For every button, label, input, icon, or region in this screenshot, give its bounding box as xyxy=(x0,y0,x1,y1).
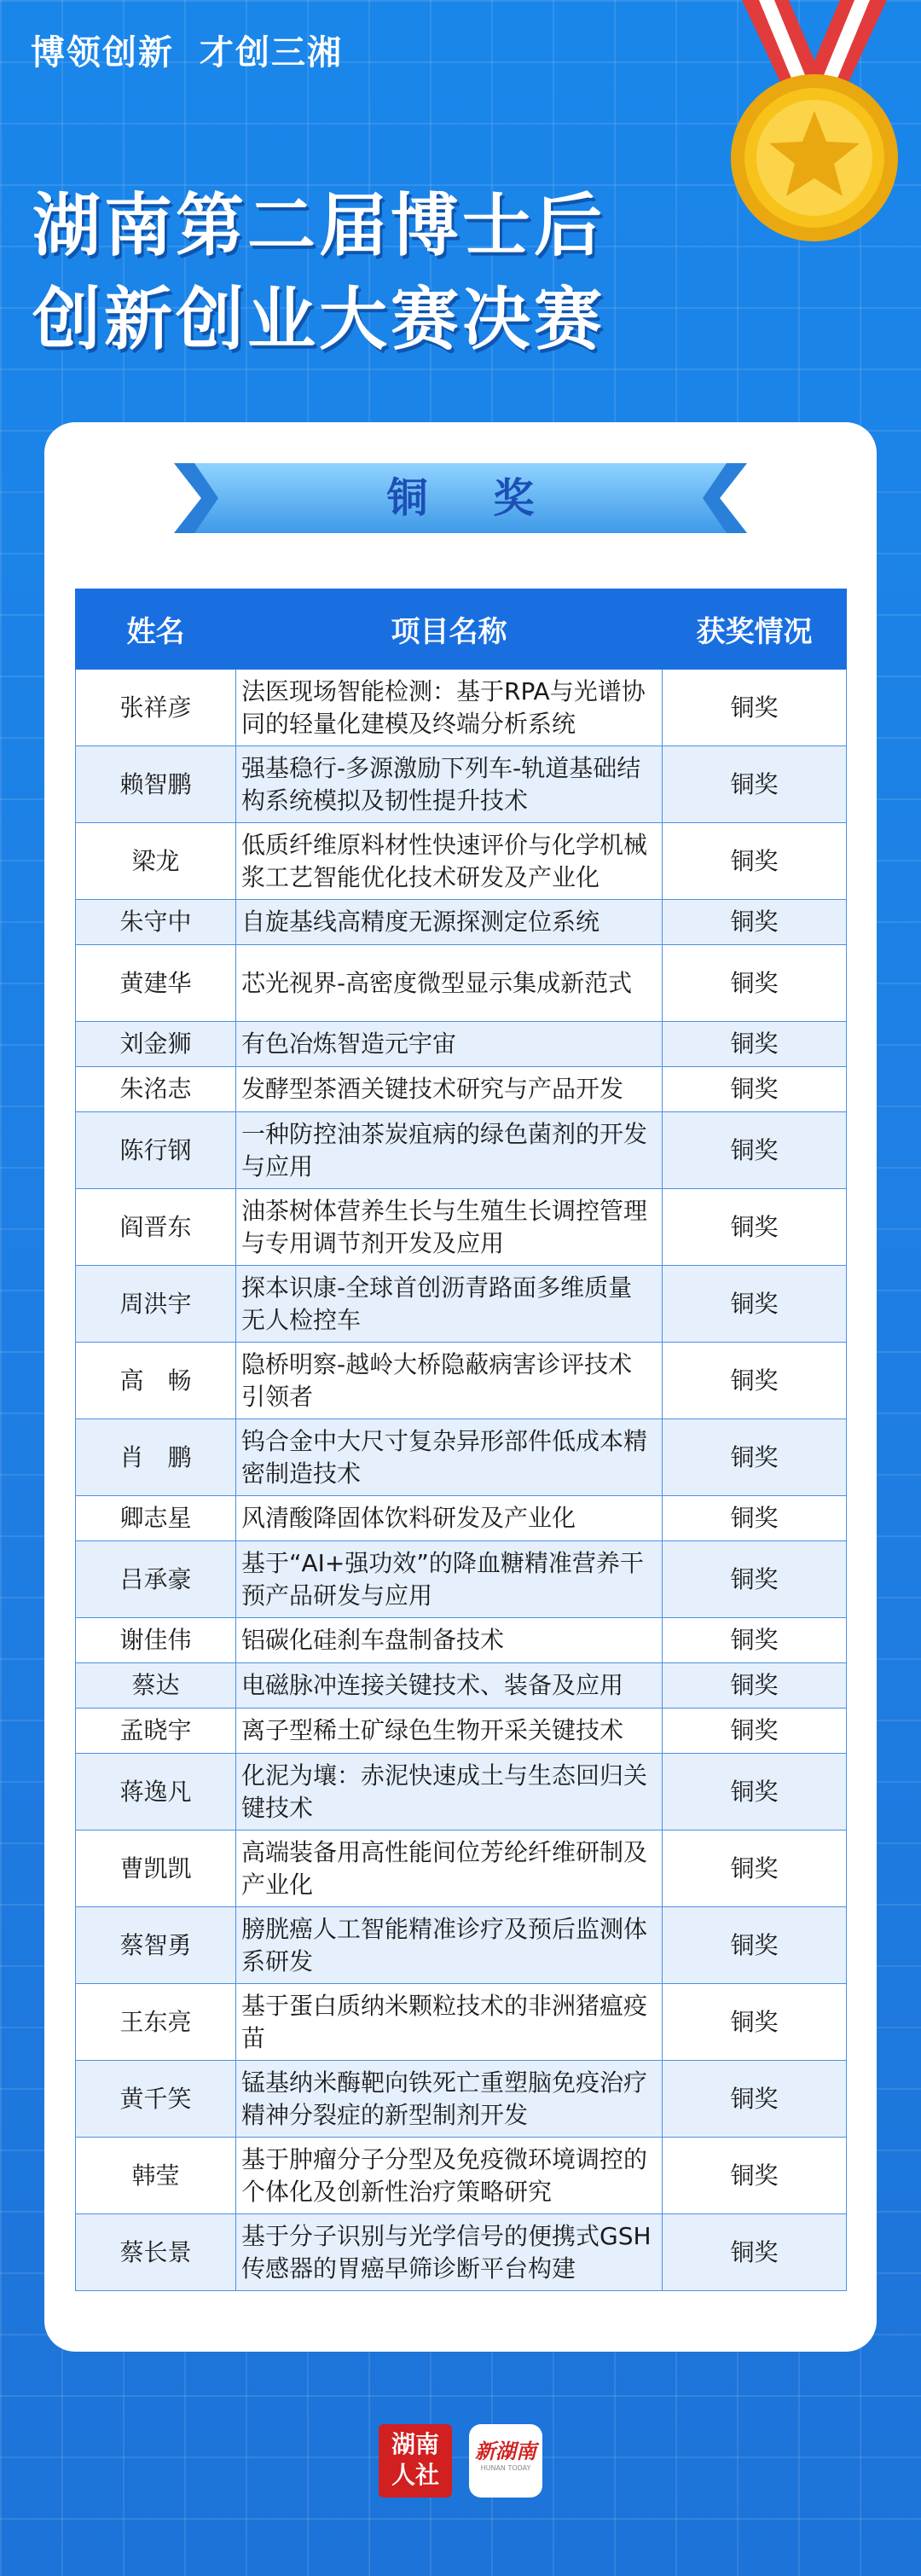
cell-award: 铜奖 xyxy=(663,746,847,823)
table-row xyxy=(76,2138,847,2214)
cell-name: 周洪宇 xyxy=(76,1266,236,1343)
table-row xyxy=(76,1112,847,1189)
cell-award: 铜奖 xyxy=(663,1663,847,1709)
cell-name: 蔡达 xyxy=(76,1663,236,1709)
table-row xyxy=(76,1709,847,1754)
cell-project: 铝碳化硅刹车盘制备技术 xyxy=(236,1618,663,1663)
cell-name: 陈行钢 xyxy=(76,1112,236,1189)
cell-project: 自旋基线高精度无源探测定位系统 xyxy=(236,900,663,945)
cell-award: 铜奖 xyxy=(663,1907,847,1984)
table-row xyxy=(76,945,847,1022)
cell-project: 探本识康-全球首创沥青路面多维质量无人检控车 xyxy=(236,1266,663,1343)
cell-award: 铜奖 xyxy=(663,900,847,945)
cell-project: 钨合金中大尺寸复杂异形部件低成本精密制造技术 xyxy=(236,1419,663,1496)
cell-award: 铜奖 xyxy=(663,1189,847,1266)
title-line-2: 创新创业大赛决赛 xyxy=(32,280,605,359)
cell-name: 刘金狮 xyxy=(76,1022,236,1067)
slogan-left: 博领创新 xyxy=(31,33,174,73)
cell-project: 风清酸降固体饮料研发及产业化 xyxy=(236,1496,663,1541)
cell-project: 强基稳行-多源激励下列车-轨道基础结构系统模拟及韧性提升技术 xyxy=(236,746,663,823)
cell-project: 高端装备用高性能间位芳纶纤维研制及产业化 xyxy=(236,1830,663,1907)
table-row xyxy=(76,823,847,900)
cell-project: 芯光视界-高密度微型显示集成新范式 xyxy=(236,945,663,1022)
cell-name: 朱守中 xyxy=(76,900,236,945)
cell-name: 曹凯凯 xyxy=(76,1830,236,1907)
cell-project: 低质纤维原料材性快速评价与化学机械浆工艺智能优化技术研发及产业化 xyxy=(236,823,663,900)
table-row xyxy=(76,900,847,945)
footer-logos xyxy=(0,2424,921,2501)
hunan-renshe-logo: 湖南 人社 xyxy=(379,2424,452,2498)
table-row xyxy=(76,1266,847,1343)
table-row xyxy=(76,1067,847,1112)
cell-award: 铜奖 xyxy=(663,1618,847,1663)
xin-hunan-logo: 新湖南 HUNAN TODAY xyxy=(469,2424,542,2498)
cell-name: 卿志星 xyxy=(76,1496,236,1541)
cell-project: 离子型稀土矿绿色生物开采关键技术 xyxy=(236,1709,663,1754)
cell-award: 铜奖 xyxy=(663,1754,847,1830)
cell-name: 黄千笑 xyxy=(76,2061,236,2138)
awards-table xyxy=(75,589,847,2291)
table-row xyxy=(76,1907,847,1984)
cell-award: 铜奖 xyxy=(663,2214,847,2291)
cell-name: 张祥彦 xyxy=(76,670,236,746)
cell-name: 韩莹 xyxy=(76,2138,236,2214)
cell-award: 铜奖 xyxy=(663,945,847,1022)
cell-project: 基于蛋白质纳米颗粒技术的非洲猪瘟疫苗 xyxy=(236,1984,663,2061)
cell-name: 黄建华 xyxy=(76,945,236,1022)
cell-award: 铜奖 xyxy=(663,1496,847,1541)
cell-award: 铜奖 xyxy=(663,1541,847,1618)
cell-project: 发酵型茶酒关键技术研究与产品开发 xyxy=(236,1067,663,1112)
table-row xyxy=(76,1343,847,1419)
cell-award: 铜奖 xyxy=(663,1266,847,1343)
table-body xyxy=(76,670,847,2291)
cell-name: 吕承豪 xyxy=(76,1541,236,1618)
table-row xyxy=(76,2061,847,2138)
cell-award: 铜奖 xyxy=(663,2061,847,2138)
slogan-right: 才创三湘 xyxy=(200,33,343,73)
table-row xyxy=(76,1830,847,1907)
cell-award: 铜奖 xyxy=(663,2138,847,2214)
slogan xyxy=(31,26,368,74)
cell-name: 梁龙 xyxy=(76,823,236,900)
table-row xyxy=(76,746,847,823)
section-label: 铜 奖 xyxy=(386,474,560,522)
cell-project: 锰基纳米酶靶向铁死亡重塑脑免疫治疗精神分裂症的新型制剂开发 xyxy=(236,2061,663,2138)
table-row xyxy=(76,1022,847,1067)
table-row xyxy=(76,1496,847,1541)
cell-name: 王东亮 xyxy=(76,1984,236,2061)
cell-name: 孟晓宇 xyxy=(76,1709,236,1754)
medal-icon xyxy=(708,0,921,256)
cell-award: 铜奖 xyxy=(663,823,847,900)
cell-award: 铜奖 xyxy=(663,1984,847,2061)
cell-project: 化泥为壤：赤泥快速成土与生态回归关键技术 xyxy=(236,1754,663,1830)
cell-name: 高 畅 xyxy=(76,1343,236,1419)
header-name: 姓名 xyxy=(76,589,236,670)
cell-award: 铜奖 xyxy=(663,1419,847,1496)
cell-award: 铜奖 xyxy=(663,1067,847,1112)
cell-project: 膀胱癌人工智能精准诊疗及预后监测体系研发 xyxy=(236,1907,663,1984)
cell-award: 铜奖 xyxy=(663,1022,847,1067)
cell-project: 一种防控油茶炭疽病的绿色菌剂的开发与应用 xyxy=(236,1112,663,1189)
cell-project: 基于分子识别与光学信号的便携式GSH传感器的胃癌早筛诊断平台构建 xyxy=(236,2214,663,2291)
table-row xyxy=(76,1618,847,1663)
header-award: 获奖情况 xyxy=(663,589,847,670)
cell-project: 基于“AI+强功效”的降血糖精准营养干预产品研发与应用 xyxy=(236,1541,663,1618)
cell-name: 蔡长景 xyxy=(76,2214,236,2291)
cell-name: 谢佳伟 xyxy=(76,1618,236,1663)
cell-award: 铜奖 xyxy=(663,1830,847,1907)
cell-award: 铜奖 xyxy=(663,1112,847,1189)
cell-project: 有色冶炼智造元宇宙 xyxy=(236,1022,663,1067)
cell-project: 油茶树体营养生长与生殖生长调控管理与专用调节剂开发及应用 xyxy=(236,1189,663,1266)
table-row xyxy=(76,1419,847,1496)
cell-award: 铜奖 xyxy=(663,1343,847,1419)
page-title xyxy=(32,179,605,367)
table-header-row xyxy=(76,589,847,670)
cell-project: 电磁脉冲连接关键技术、装备及应用 xyxy=(236,1663,663,1709)
header-project: 项目名称 xyxy=(236,589,663,670)
table-row xyxy=(76,670,847,746)
cell-name: 阎晋东 xyxy=(76,1189,236,1266)
cell-project: 隐桥明察-越岭大桥隐蔽病害诊评技术引领者 xyxy=(236,1343,663,1419)
cell-name: 朱洺志 xyxy=(76,1067,236,1112)
cell-project: 法医现场智能检测：基于RPA与光谱协同的轻量化建模及终端分析系统 xyxy=(236,670,663,746)
cell-name: 肖 鹏 xyxy=(76,1419,236,1496)
table-row xyxy=(76,1541,847,1618)
table-row xyxy=(76,1754,847,1830)
cell-name: 赖智鹏 xyxy=(76,746,236,823)
table-row xyxy=(76,2214,847,2291)
table-row xyxy=(76,1984,847,2061)
title-line-1: 湖南第二届博士后 xyxy=(32,186,605,265)
cell-name: 蔡智勇 xyxy=(76,1907,236,1984)
cell-project: 基于肿瘤分子分型及免疫微环境调控的个体化及创新性治疗策略研究 xyxy=(236,2138,663,2214)
table-row xyxy=(76,1663,847,1709)
awards-card xyxy=(44,422,877,2352)
table-row xyxy=(76,1189,847,1266)
cell-award: 铜奖 xyxy=(663,1709,847,1754)
cell-award: 铜奖 xyxy=(663,670,847,746)
cell-name: 蒋逸凡 xyxy=(76,1754,236,1830)
